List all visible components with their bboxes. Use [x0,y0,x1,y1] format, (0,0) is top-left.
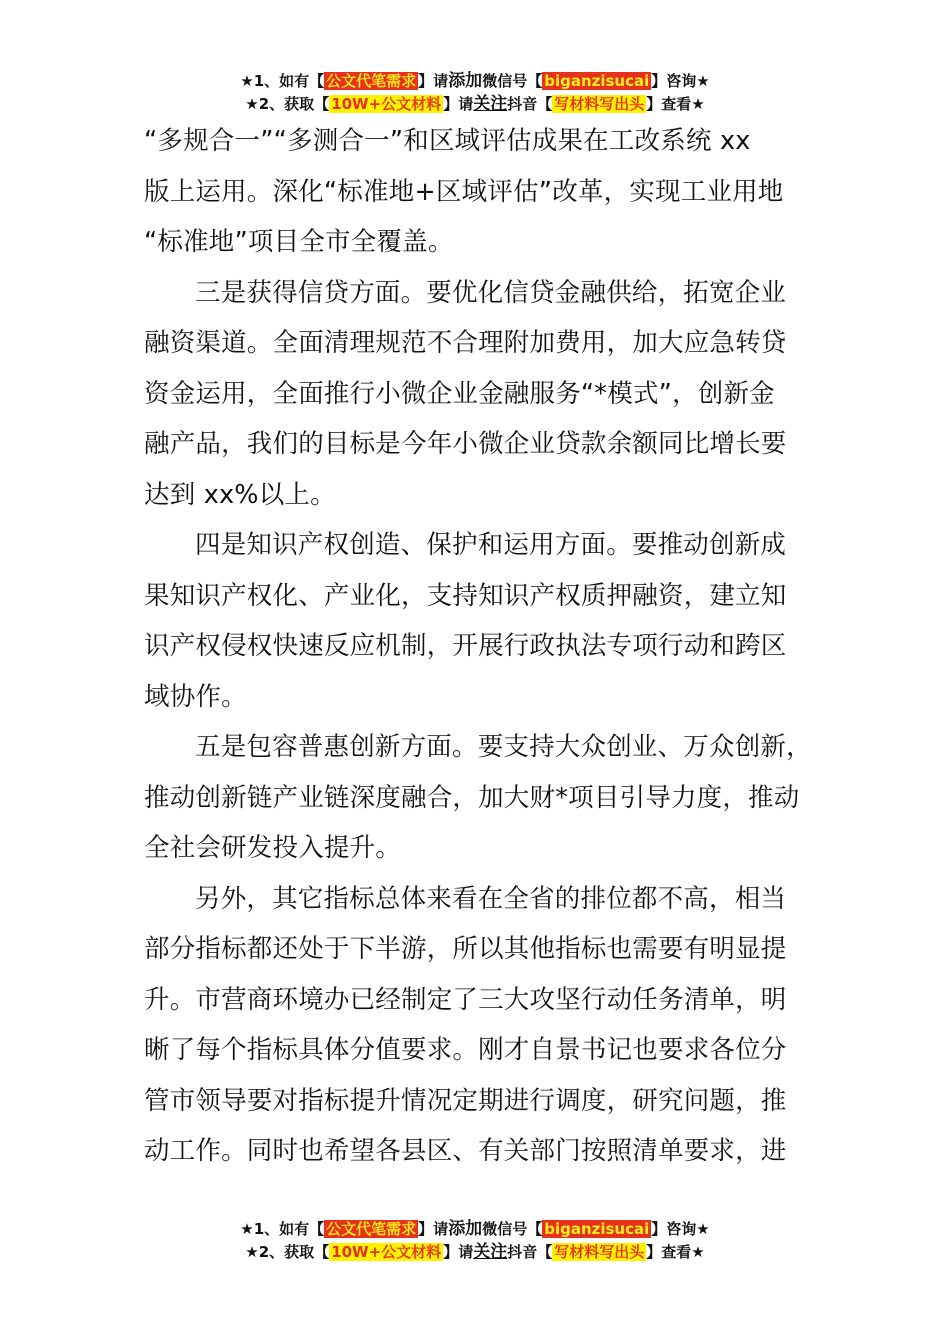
banner-line-1 [0,70,950,93]
highlight-wechat-id: biganzisucai [544,72,650,90]
highlight-service: 公文代笔需求 [326,1220,417,1238]
banner-text: ★1、如有【 [240,72,325,90]
banner-text: 微信号【 [482,1220,543,1238]
text-line: 融资渠道。全面清理规范不合理附加费用，加大应急转贷 [144,328,787,358]
banner-line-2 [0,1241,950,1264]
text-line: 达到 xx%以上。 [144,479,336,510]
text-line: 晰了每个指标具体分值要求。刚才自景书记也要求各位分 [144,1035,787,1065]
paragraph-start-line: 三是获得信贷方面。要优化信贷金融供给，拓宽企业 [195,277,787,308]
banner-text: ★1、如有【 [240,1220,325,1238]
banner-text: 抖音【 [507,95,553,113]
banner-text: ★2、获取【 [245,95,330,113]
text-line: 动工作。同时也希望各县区、有关部门按照清单要求，进 [144,1136,787,1166]
text-line: 融产品，我们的目标是今年小微企业贷款余额同比增长要 [144,429,787,459]
banner-text: 】查看★ [646,1243,705,1261]
bottom-banner [0,1218,950,1264]
paragraph-start-line: 另外，其它指标总体来看在全省的排位都不高，相当 [195,883,787,914]
banner-line-2 [0,93,950,116]
highlight-service: 公文代笔需求 [326,72,417,90]
text-line: 推动创新链产业链深度融合，加大财*项目引导力度，推动 [144,782,800,813]
text-line: 域协作。 [144,681,247,712]
banner-text: 】请 [418,72,449,90]
text-line: 版上运用。深化“标准地+区域评估”改革，实现工业用地 [144,176,784,207]
highlight-materials: 10W+公文材料 [331,1243,442,1261]
paragraph-start-line: 五是包容普惠创新方面。要支持大众创业、万众创新， [195,732,812,762]
highlight-wechat-id: biganzisucai [544,1220,650,1238]
banner-text: 】咨询★ [651,72,710,90]
document-body [144,116,834,1177]
text-line: 升。市营商环境办已经制定了三大攻坚行动任务清单，明 [144,984,787,1015]
highlight-materials: 10W+公文材料 [331,95,442,113]
highlight-douyin: 写材料写出头 [554,1243,645,1261]
text-line: 识产权侵权快速反应机制，开展行政执法专项行动和跨区 [144,631,787,661]
banner-emphasis: 添加 [448,1219,483,1239]
banner-text: 】请 [443,95,474,113]
banner-text: 】请 [418,1220,449,1238]
banner-emphasis: 添加 [448,71,483,91]
text-line: 管市领导要对指标提升情况定期进行调度，研究问题，推 [144,1085,787,1116]
text-line: “多规合一”“多测合一”和区域评估成果在工改系统 xx [144,126,751,156]
banner-emphasis: 关注 [473,1242,508,1262]
text-line: 果知识产权化、产业化，支持知识产权质押融资，建立知 [144,580,787,611]
banner-emphasis: 关注 [473,94,508,114]
banner-text: 微信号【 [482,72,543,90]
text-line: “标准地”项目全市全覆盖。 [144,227,454,257]
banner-line-1 [0,1218,950,1241]
highlight-douyin: 写材料写出头 [554,95,645,113]
text-line: 部分指标都还处于下半游，所以其他指标也需要有明显提 [144,934,787,964]
top-banner [0,70,950,116]
text-line: 全社会研发投入提升。 [144,833,402,863]
banner-text: 】查看★ [646,95,705,113]
text-line: 资金运用，全面推行小微企业金融服务“*模式”，创新金 [144,378,775,409]
banner-text: ★2、获取【 [245,1243,330,1261]
banner-text: 】请 [443,1243,474,1261]
paragraph-start-line: 四是知识产权创造、保护和运用方面。要推动创新成 [195,530,787,560]
banner-text: 抖音【 [507,1243,553,1261]
banner-text: 】咨询★ [651,1220,710,1238]
